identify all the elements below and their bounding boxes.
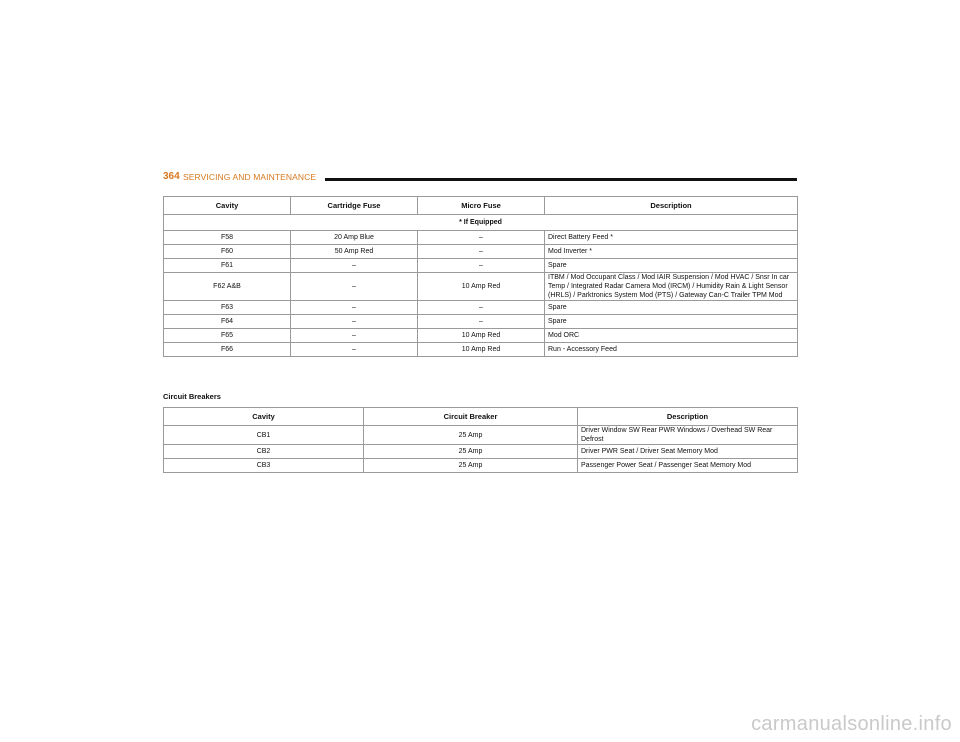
- col-circuit-breaker: Circuit Breaker: [364, 408, 578, 426]
- table-cell: CB2: [164, 445, 364, 459]
- table-cell: F65: [164, 329, 291, 343]
- table-cell: F58: [164, 231, 291, 245]
- table-cell: Run - Accessory Feed: [545, 343, 798, 357]
- table-cell: –: [418, 301, 545, 315]
- table-cell: –: [291, 301, 418, 315]
- table-cell: Spare: [545, 315, 798, 329]
- table-cell: –: [418, 259, 545, 273]
- table-cell: 10 Amp Red: [418, 343, 545, 357]
- circuit-breakers-heading: Circuit Breakers: [163, 392, 221, 401]
- table-cell: 25 Amp: [364, 426, 578, 445]
- table-cell: Mod ORC: [545, 329, 798, 343]
- table-cell: CB1: [164, 426, 364, 445]
- table-row: [164, 231, 798, 245]
- table-row: [164, 445, 798, 459]
- table-cell: –: [418, 245, 545, 259]
- fuse-table: [163, 196, 798, 357]
- table-cell: 25 Amp: [364, 459, 578, 473]
- table-cell: 25 Amp: [364, 445, 578, 459]
- col-cavity: Cavity: [164, 408, 364, 426]
- page-number: 364: [163, 171, 180, 182]
- table-row: [164, 329, 798, 343]
- col-micro-fuse: Micro Fuse: [418, 197, 545, 215]
- table-cell: –: [291, 343, 418, 357]
- table-cell: Passenger Power Seat / Passenger Seat Memory Mod: [578, 459, 798, 473]
- table-cell: F66: [164, 343, 291, 357]
- table-cell: ITBM / Mod Occupant Class / Mod IAIR Suspension / Mod HVAC / Snsr In car Temp / Integrated Radar Camera Mod (IRCM) / Humidity Rain & Light Sensor (HRLS) / Parktronics System Mod (PTS) / Gateway Can-C Trailer TPM Mod: [545, 273, 798, 301]
- col-cartridge-fuse: Cartridge Fuse: [291, 197, 418, 215]
- if-equipped-note: * If Equipped: [164, 215, 798, 231]
- table-cell: F63: [164, 301, 291, 315]
- table-row: [164, 315, 798, 329]
- table-row: [164, 273, 798, 301]
- table-cell: F64: [164, 315, 291, 329]
- table-cell: 10 Amp Red: [418, 273, 545, 301]
- table-cell: F60: [164, 245, 291, 259]
- col-description: Description: [578, 408, 798, 426]
- page-header: [163, 170, 797, 186]
- table-row: [164, 343, 798, 357]
- table-row: [164, 301, 798, 315]
- table-cell: –: [291, 329, 418, 343]
- table-cell: Driver Window SW Rear PWR Windows / Overhead SW Rear Defrost: [578, 426, 798, 445]
- table-cell: Spare: [545, 259, 798, 273]
- table-cell: –: [291, 273, 418, 301]
- table-cell: –: [418, 231, 545, 245]
- fuse-table-header: [164, 197, 798, 215]
- table-cell: Driver PWR Seat / Driver Seat Memory Mod: [578, 445, 798, 459]
- table-cell: 50 Amp Red: [291, 245, 418, 259]
- table-cell: CB3: [164, 459, 364, 473]
- table-cell: –: [291, 315, 418, 329]
- table-row: [164, 459, 798, 473]
- section-title: SERVICING AND MAINTENANCE: [183, 172, 317, 182]
- watermark: carmanualsonline.info: [751, 713, 952, 735]
- table-cell: Spare: [545, 301, 798, 315]
- table-cell: –: [418, 315, 545, 329]
- table-cell: 10 Amp Red: [418, 329, 545, 343]
- cb-table-header: [164, 408, 798, 426]
- table-cell: F62 A&B: [164, 273, 291, 301]
- table-cell: Direct Battery Feed *: [545, 231, 798, 245]
- table-row: [164, 426, 798, 445]
- table-row: [164, 259, 798, 273]
- table-row: [164, 245, 798, 259]
- table-cell: F61: [164, 259, 291, 273]
- table-cell: 20 Amp Blue: [291, 231, 418, 245]
- col-description: Description: [545, 197, 798, 215]
- table-cell: –: [291, 259, 418, 273]
- header-rule: [325, 178, 797, 181]
- table-cell: Mod Inverter *: [545, 245, 798, 259]
- col-cavity: Cavity: [164, 197, 291, 215]
- note-row: [164, 215, 798, 231]
- circuit-breaker-table: [163, 407, 798, 473]
